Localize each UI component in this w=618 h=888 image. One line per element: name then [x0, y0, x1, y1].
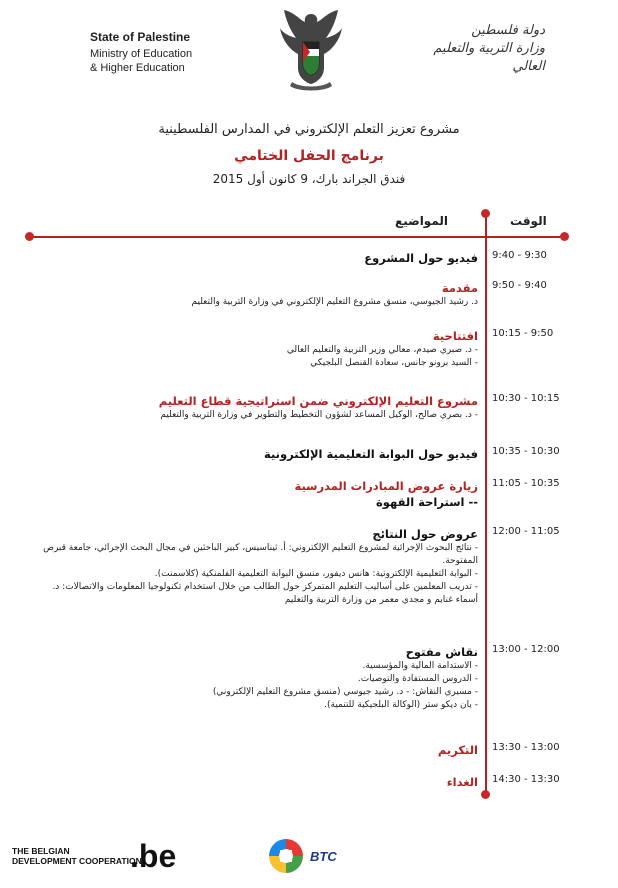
agenda-time: 11:05 - 12:00 — [492, 526, 560, 537]
agenda-title: فيديو حول البوابة التعليمية الإلكترونية — [264, 447, 478, 461]
agenda-detail: - السيد برونو جانس، سعادة القنصل البلجيكي — [310, 358, 478, 368]
agenda-title: زيارة عروض المبادرات المدرسية — [294, 479, 478, 493]
agenda-detail: - نتائج البحوث الإجرائية لمشروع التعليم الإلكتروني: أ. ثيناسيس، كبير الباحثين في مجال البحث الإجرائي، جامعة قبرص المفتوحة. — [43, 543, 478, 566]
ministry-name-en — [90, 30, 192, 75]
agenda-time: 13:30 - 14:30 — [492, 774, 560, 785]
agenda-time: 12:00 - 13:00 — [492, 644, 560, 655]
agenda-detail: - د. بصري صالح، الوكيل المساعد لشؤون التخطيط والتطوير في وزارة التربية والتعليم — [160, 410, 478, 420]
belgian-line-2: DEVELOPMENT COOPERATION — [12, 856, 142, 866]
event-date-location: فندق الجراند بارك، 9 كانون أول 2015 — [212, 172, 406, 186]
palestine-eagle-emblem-icon — [276, 6, 346, 96]
agenda-time: 9:50 - 10:15 — [492, 328, 554, 339]
belgian-cooperation-text — [12, 846, 142, 866]
agenda-time: 10:35 - 11:05 — [492, 478, 560, 489]
agenda-detail: - الدروس المستفادة والتوصيات. — [357, 674, 478, 684]
agenda-time: 9:30 - 9:40 — [492, 250, 547, 261]
agenda-detail: - تدريب المعلمين على أساليب التعليم المتمركز حول الطالب من خلال استخدام تكنولوجيا المعلومات والاتصالات: د. أسماء غنايم و مجدي معمر من وزارة التربية والتعليم — [52, 582, 478, 605]
agenda-time: 9:40 - 9:50 — [492, 280, 547, 291]
column-header-time: الوقت — [510, 214, 547, 228]
belgian-line-1: THE BELGIAN — [12, 846, 70, 856]
header-divider — [30, 236, 564, 238]
agenda-title: التكريم — [437, 743, 478, 757]
column-header-topics: المواضيع — [395, 214, 448, 228]
be-logo: .be — [130, 838, 177, 874]
agenda-detail: - يان ديكو ستر (الوكالة البلجيكية للتنمية). — [324, 700, 478, 710]
agenda-detail: - مسيري النقاش: - د. رشيد جيوسي (منسق مشروع التعليم الإلكتروني) — [212, 687, 478, 697]
ministry-line-2: & Higher Education — [90, 62, 185, 74]
divider-dot-bottom — [481, 790, 490, 799]
ministry-line-ar: وزارة التربية والتعليم العالي — [433, 41, 545, 74]
agenda-detail: - د. صبري صيدم، معالي وزير التربية والتعليم العالي — [286, 345, 478, 355]
agenda-detail: د. رشيد الجيوسي، منسق مشروع التعليم الإلكتروني في وزارة التربية والتعليم — [191, 297, 478, 307]
agenda-detail: - الاستدامة المالية والمؤسسية. — [362, 661, 478, 671]
agenda-title: افتتاحية — [432, 329, 478, 343]
agenda-title: فيديو حول المشروع — [364, 251, 478, 265]
ministry-line: Ministry of Education — [90, 48, 193, 60]
state-name: State of Palestine — [90, 30, 191, 44]
coffee-break: -- استراحة القهوة — [376, 495, 478, 509]
program-title: برنامج الحفل الختامي — [234, 148, 384, 164]
agenda-title: مشروع التعليم الإلكتروني ضمن استراتيجية قطاع التعليم — [158, 394, 478, 408]
project-title: مشروع تعزيز التعلم الإلكتروني في المدارس الفلسطينية — [158, 122, 460, 137]
ministry-name-ar — [405, 22, 545, 76]
agenda-time: 10:30 - 10:35 — [492, 446, 560, 457]
divider-dot-top — [481, 209, 490, 218]
agenda-time: 10:15 - 10:30 — [492, 393, 560, 404]
state-name-ar: دولة فلسطين — [471, 23, 545, 38]
agenda-time: 13:00 - 13:30 — [492, 742, 560, 753]
agenda-detail: - البوابة التعليمية الإلكترونية: هانس ديفور، منسق البوابة التعليمية الفلمنكية (كلاسمنت). — [154, 569, 478, 579]
btc-wordmark: BTC — [310, 849, 337, 864]
btc-logo-icon — [268, 838, 304, 874]
time-column-divider — [485, 214, 487, 794]
divider-dot-right — [560, 232, 569, 241]
agenda-title: عروض حول النتائج — [372, 527, 478, 541]
agenda-title: الغداء — [446, 775, 478, 789]
agenda-title: نقاش مفتوح — [405, 645, 478, 659]
divider-dot-left — [25, 232, 34, 241]
agenda-title: مقدمة — [441, 281, 478, 295]
